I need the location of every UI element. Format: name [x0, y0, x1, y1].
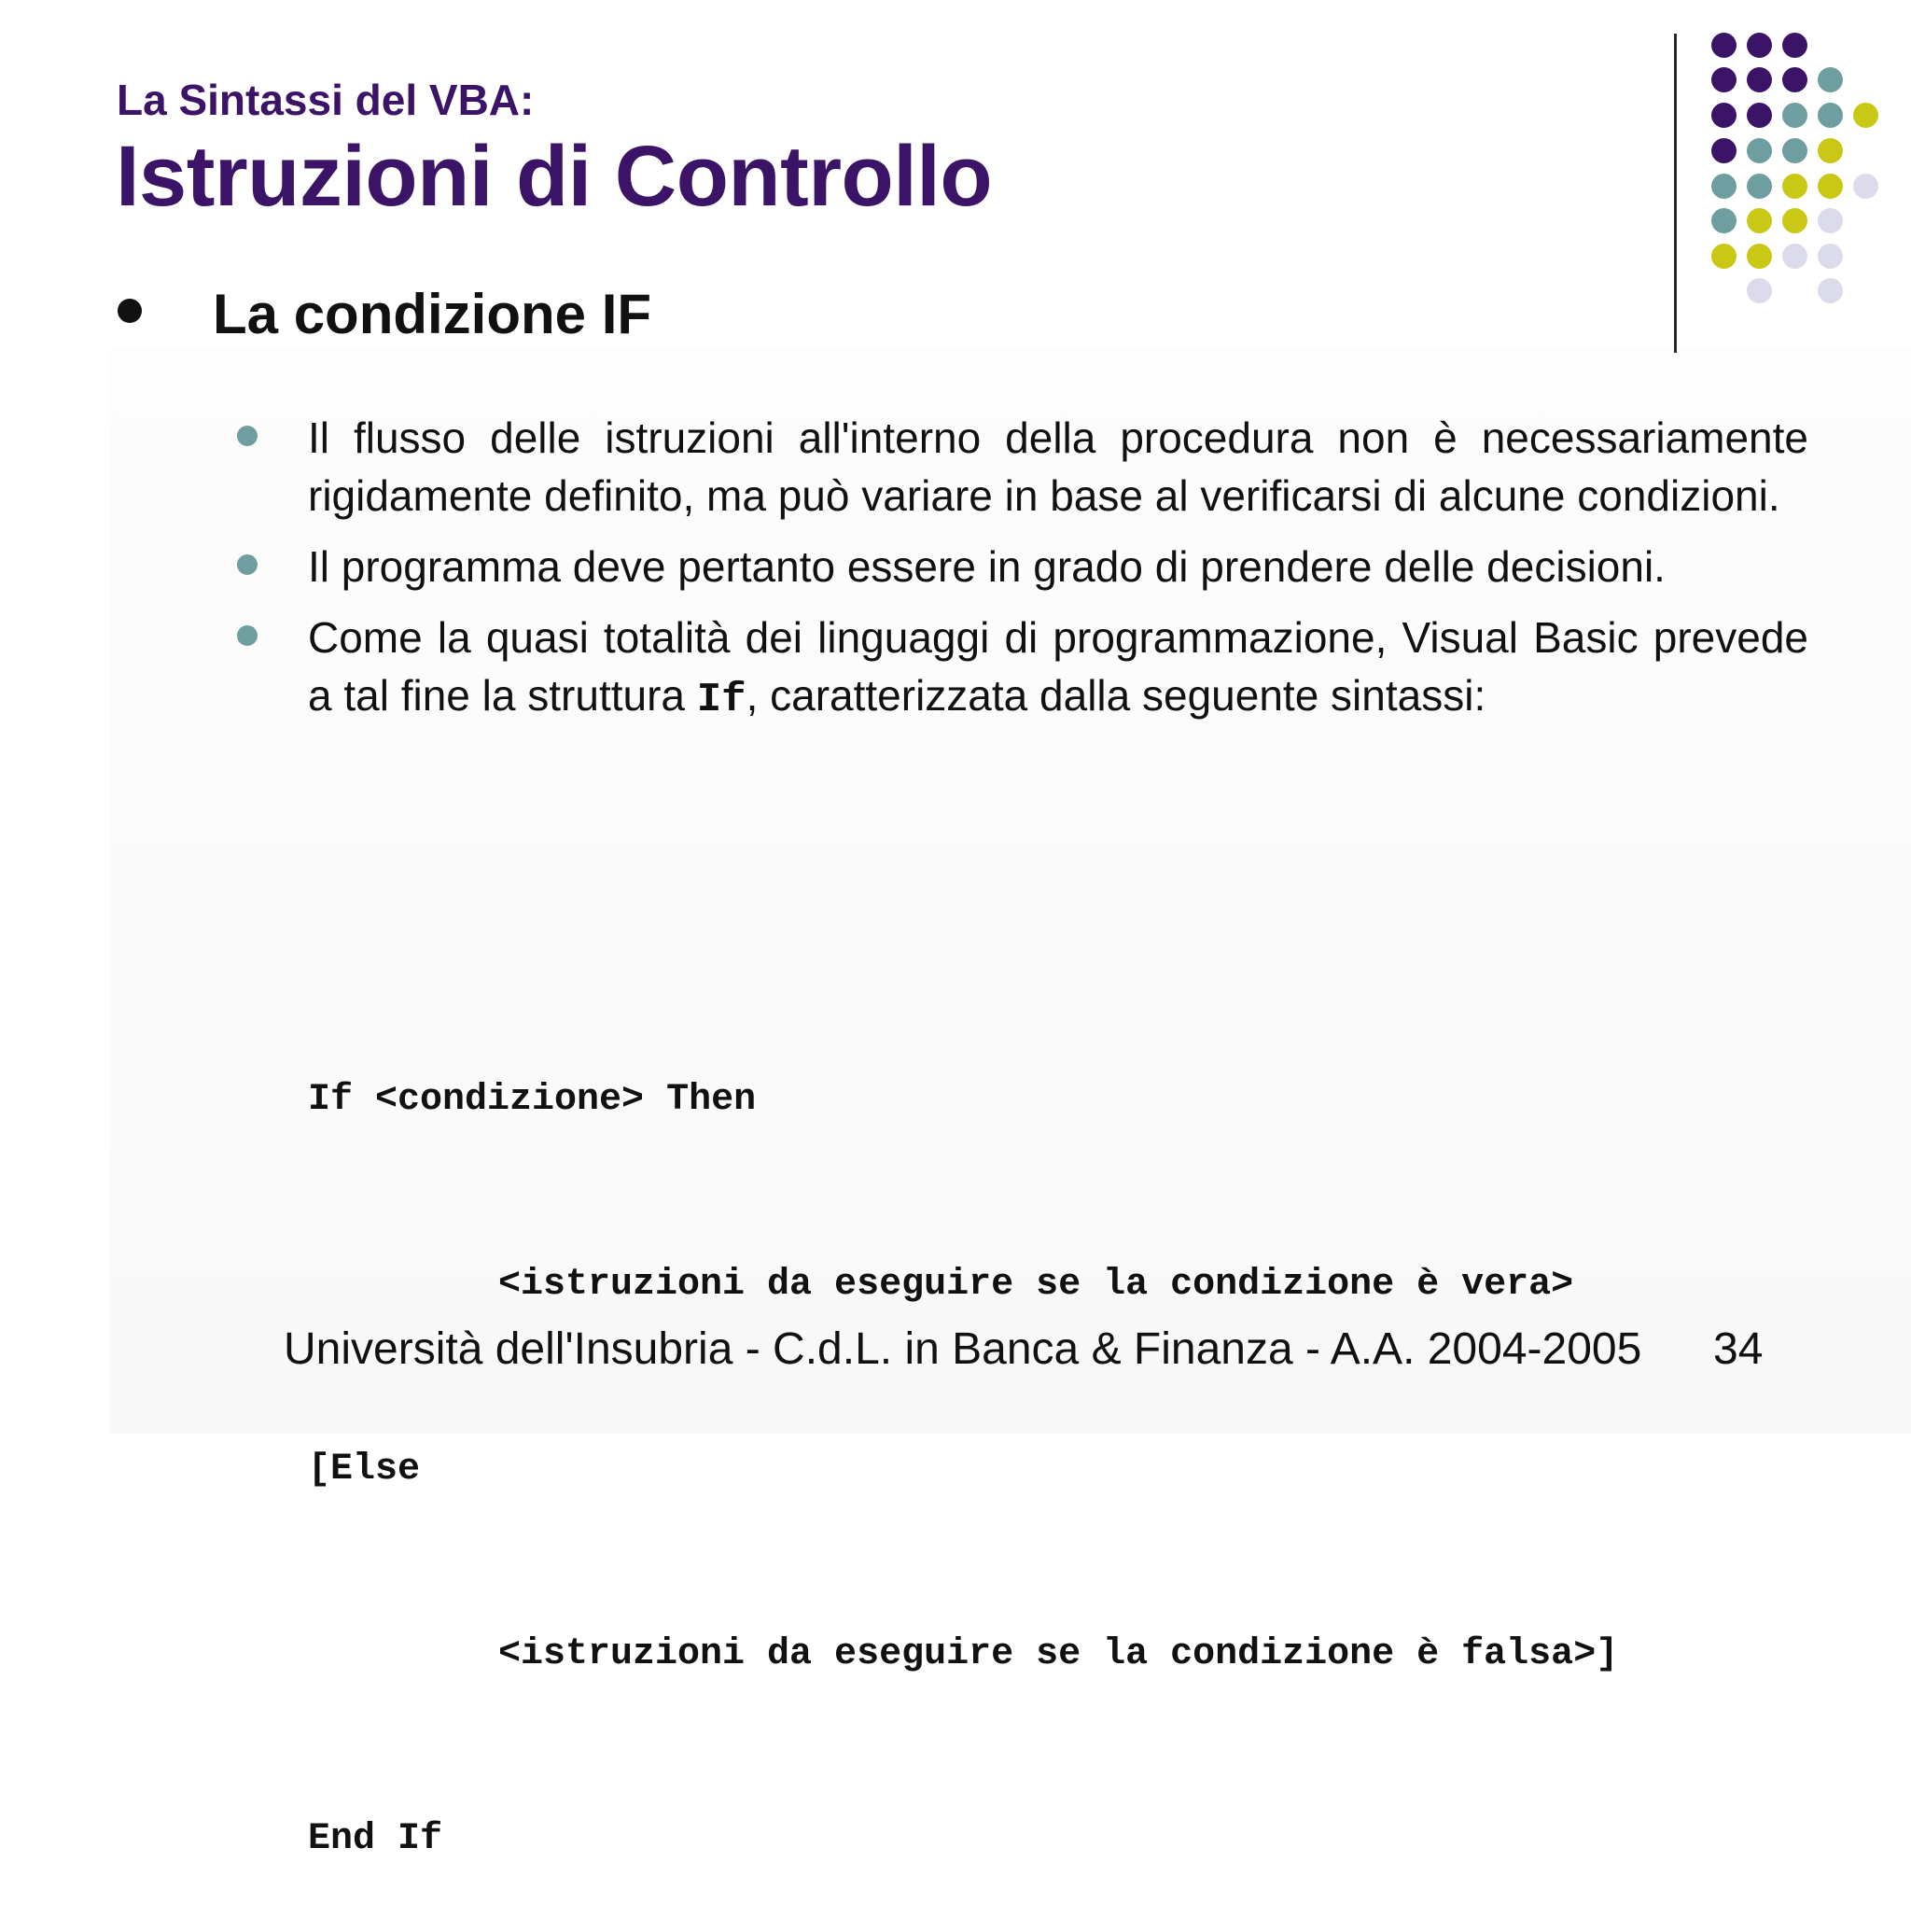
- code-line: [Else: [308, 1449, 421, 1491]
- section-heading: La condizione IF: [213, 283, 652, 345]
- decor-dot: [1853, 103, 1878, 128]
- decor-dot: [1818, 138, 1843, 163]
- decor-dot: [1747, 244, 1772, 269]
- decor-dot: [1747, 103, 1772, 128]
- decor-dot: [1711, 138, 1737, 163]
- code-block: [308, 946, 1618, 1932]
- decor-dot: [1818, 67, 1843, 92]
- bullet-item: [308, 409, 1808, 525]
- inline-code-if: If: [696, 677, 746, 723]
- title-divider-line: [1674, 34, 1677, 353]
- slide-subtitle: La Sintassi del VBA:: [117, 76, 535, 124]
- decor-dot: [1818, 278, 1843, 303]
- decor-dot: [1747, 67, 1772, 92]
- slide-title: Istruzioni di Controllo: [116, 129, 993, 224]
- bullet-icon: [237, 554, 258, 575]
- decor-dot: [1747, 174, 1772, 199]
- decor-dot: [1782, 103, 1807, 128]
- bullet-text: Il flusso delle istruzioni all'interno della procedura non è necessariamente rigidamente definito, ma può variare in base al verificarsi di alcune condizioni.: [308, 413, 1808, 520]
- decor-dot: [1711, 103, 1737, 128]
- bullet-text-before: Come la quasi totalità dei linguaggi di programmazione, Visual Basic prevede a tal fine la struttura: [308, 613, 1808, 720]
- decor-dot: [1818, 208, 1843, 233]
- decor-dot: [1782, 138, 1807, 163]
- decor-dot: [1782, 244, 1807, 269]
- decor-dot: [1782, 67, 1807, 92]
- decor-dot: [1747, 138, 1772, 163]
- decor-dot: [1747, 33, 1772, 58]
- bullet-text: Il programma deve pertanto essere in grado di prendere delle decisioni.: [308, 542, 1666, 591]
- slide-footer: Università dell'Insubria - C.d.L. in Banca & Finanza - A.A. 2004-2005: [284, 1324, 1642, 1374]
- code-line: <istruzioni da eseguire se la condizione è vera>: [498, 1264, 1574, 1306]
- decor-dot: [1782, 33, 1807, 58]
- decor-dot: [1782, 174, 1807, 199]
- bullet-item: [308, 609, 1808, 729]
- code-line: <istruzioni da eseguire se la condizione è falsa>]: [498, 1633, 1619, 1675]
- decor-dot: [1853, 174, 1878, 199]
- decor-dot: [1818, 244, 1843, 269]
- decor-dot: [1711, 244, 1737, 269]
- decor-dot: [1818, 103, 1843, 128]
- bullet-icon: [237, 426, 258, 446]
- decor-dot: [1747, 208, 1772, 233]
- bullet-text-after: , caratterizzata dalla seguente sintassi:: [746, 671, 1486, 720]
- bullet-list: [308, 409, 1808, 742]
- bullet-icon: [237, 625, 258, 646]
- decor-dot: [1747, 278, 1772, 303]
- decor-dot: [1711, 174, 1737, 199]
- code-line: If <condizione> Then: [308, 1079, 757, 1121]
- bullet-item: [308, 538, 1808, 595]
- heading-bullet-icon: [118, 299, 142, 323]
- code-line: End If: [308, 1818, 443, 1860]
- decor-dot: [1711, 208, 1737, 233]
- decor-dot: [1711, 67, 1737, 92]
- decor-dot: [1782, 208, 1807, 233]
- page-number: 34: [1713, 1324, 1764, 1374]
- decor-dot: [1818, 174, 1843, 199]
- decor-dot: [1711, 33, 1737, 58]
